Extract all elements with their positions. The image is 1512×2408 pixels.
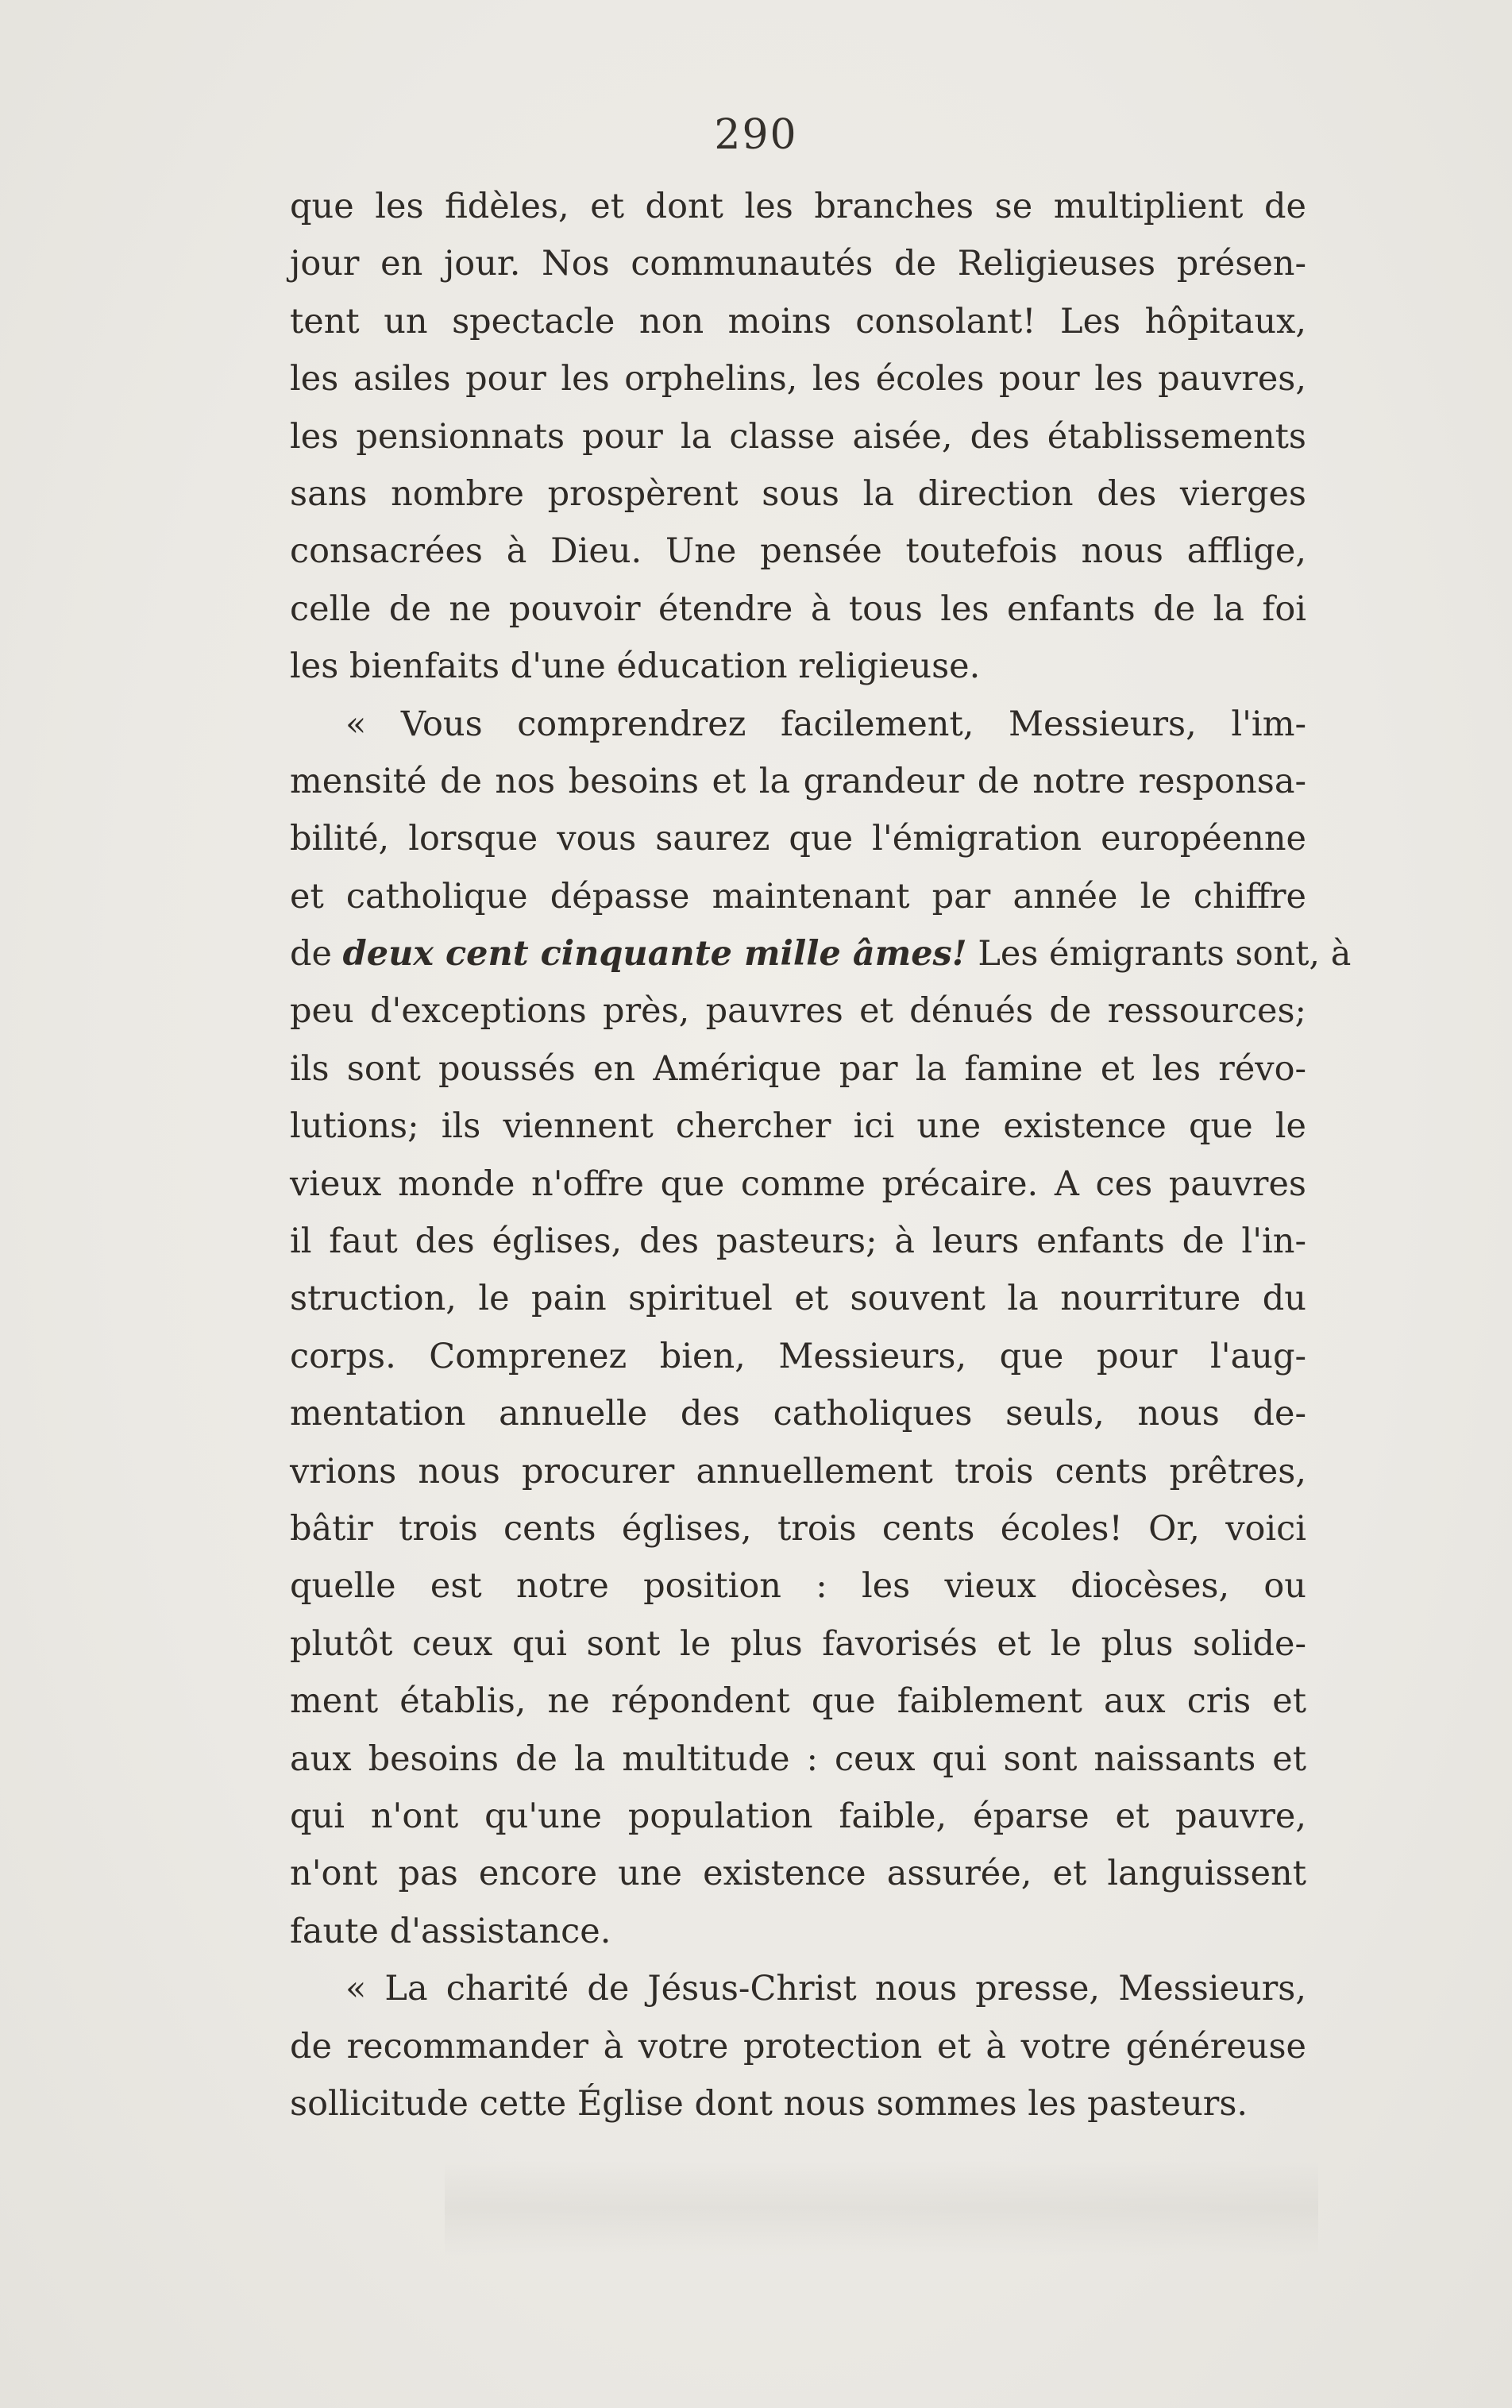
text-line: les bienfaits d'une éducation religieuse.	[290, 646, 981, 687]
text-line: n'ont pas encore une existence assurée, et languissent	[290, 1854, 1306, 1894]
show-through-shadow	[445, 2160, 1318, 2256]
text-line: quelle est notre position : les vieux diocèses, ou	[290, 1566, 1306, 1607]
paragraph-start-line: « Vous comprendrez facilement, Messieurs, l'im-	[345, 704, 1306, 744]
text-line: vrions nous procurer annuellement trois cents prêtres,	[290, 1451, 1306, 1491]
text-line-with-emphasis	[290, 925, 1352, 982]
text-line: jour en jour. Nos communautés de Religieuses présen-	[290, 244, 1306, 284]
text-line: de recommander à votre protection et à votre généreuse	[290, 2026, 1306, 2066]
emphasized-text: deux cent cinquante mille âmes!	[342, 934, 967, 974]
text-line: struction, le pain spirituel et souvent la nourriture du	[290, 1279, 1306, 1319]
text-line: bâtir trois cents églises, trois cents écoles! Or, voici	[290, 1508, 1306, 1549]
text-line: les asiles pour les orphelins, les écoles pour les pauvres,	[290, 359, 1306, 399]
text-line: mentation annuelle des catholiques seuls, nous de-	[290, 1394, 1306, 1434]
text-line: celle de ne pouvoir étendre à tous les enfants de la foi	[290, 588, 1306, 629]
text-line: bilité, lorsque vous saurez que l'émigration européenne	[290, 819, 1306, 859]
text-line: sans nombre prospèrent sous la direction des vierges	[290, 473, 1306, 514]
text-line: peu d'exceptions près, pauvres et dénués de ressources;	[290, 991, 1306, 1032]
text-line: ils sont poussés en Amérique par la famine et les révo-	[290, 1048, 1306, 1089]
line-text-after: Les émigrants sont, à	[966, 934, 1352, 974]
body-text	[290, 178, 1352, 2132]
text-line: qui n'ont qu'une population faible, éparse et pauvre,	[290, 1796, 1306, 1836]
text-line: que les fidèles, et dont les branches se multiplient de	[290, 187, 1306, 226]
text-line: lutions; ils viennent chercher ici une existence que le	[290, 1106, 1306, 1147]
text-line: les pensionnats pour la classe aisée, des établissements	[290, 416, 1306, 457]
page-number: 290	[714, 111, 798, 159]
text-line: et catholique dépasse maintenant par année le chiffre	[290, 876, 1306, 917]
text-line: tent un spectacle non moins consolant! Les hôpitaux,	[290, 301, 1306, 342]
text-line: mensité de nos besoins et la grandeur de notre responsa-	[290, 761, 1306, 801]
text-line: corps. Comprenez bien, Messieurs, que pour l'aug-	[290, 1336, 1306, 1376]
paragraph-start-line: « La charité de Jésus-Christ nous presse, Messieurs,	[345, 1969, 1306, 2009]
text-line: faute d'assistance.	[290, 1911, 611, 1951]
text-line: sollicitude cette Église dont nous sommes les pasteurs.	[290, 2083, 1248, 2124]
text-line: il faut des églises, des pasteurs; à leurs enfants de l'in-	[290, 1221, 1306, 1262]
text-line: ment établis, ne répondent que faiblement aux cris et	[290, 1681, 1306, 1722]
text-line: plutôt ceux qui sont le plus favorisés et le plus solide-	[290, 1623, 1306, 1664]
line-text-before: de	[290, 934, 343, 974]
text-line: consacrées à Dieu. Une pensée toutefois nous afflige,	[290, 531, 1306, 572]
text-line: aux besoins de la multitude : ceux qui sont naissants et	[290, 1738, 1306, 1779]
text-line: vieux monde n'offre que comme précaire. A ces pauvres	[290, 1163, 1306, 1204]
